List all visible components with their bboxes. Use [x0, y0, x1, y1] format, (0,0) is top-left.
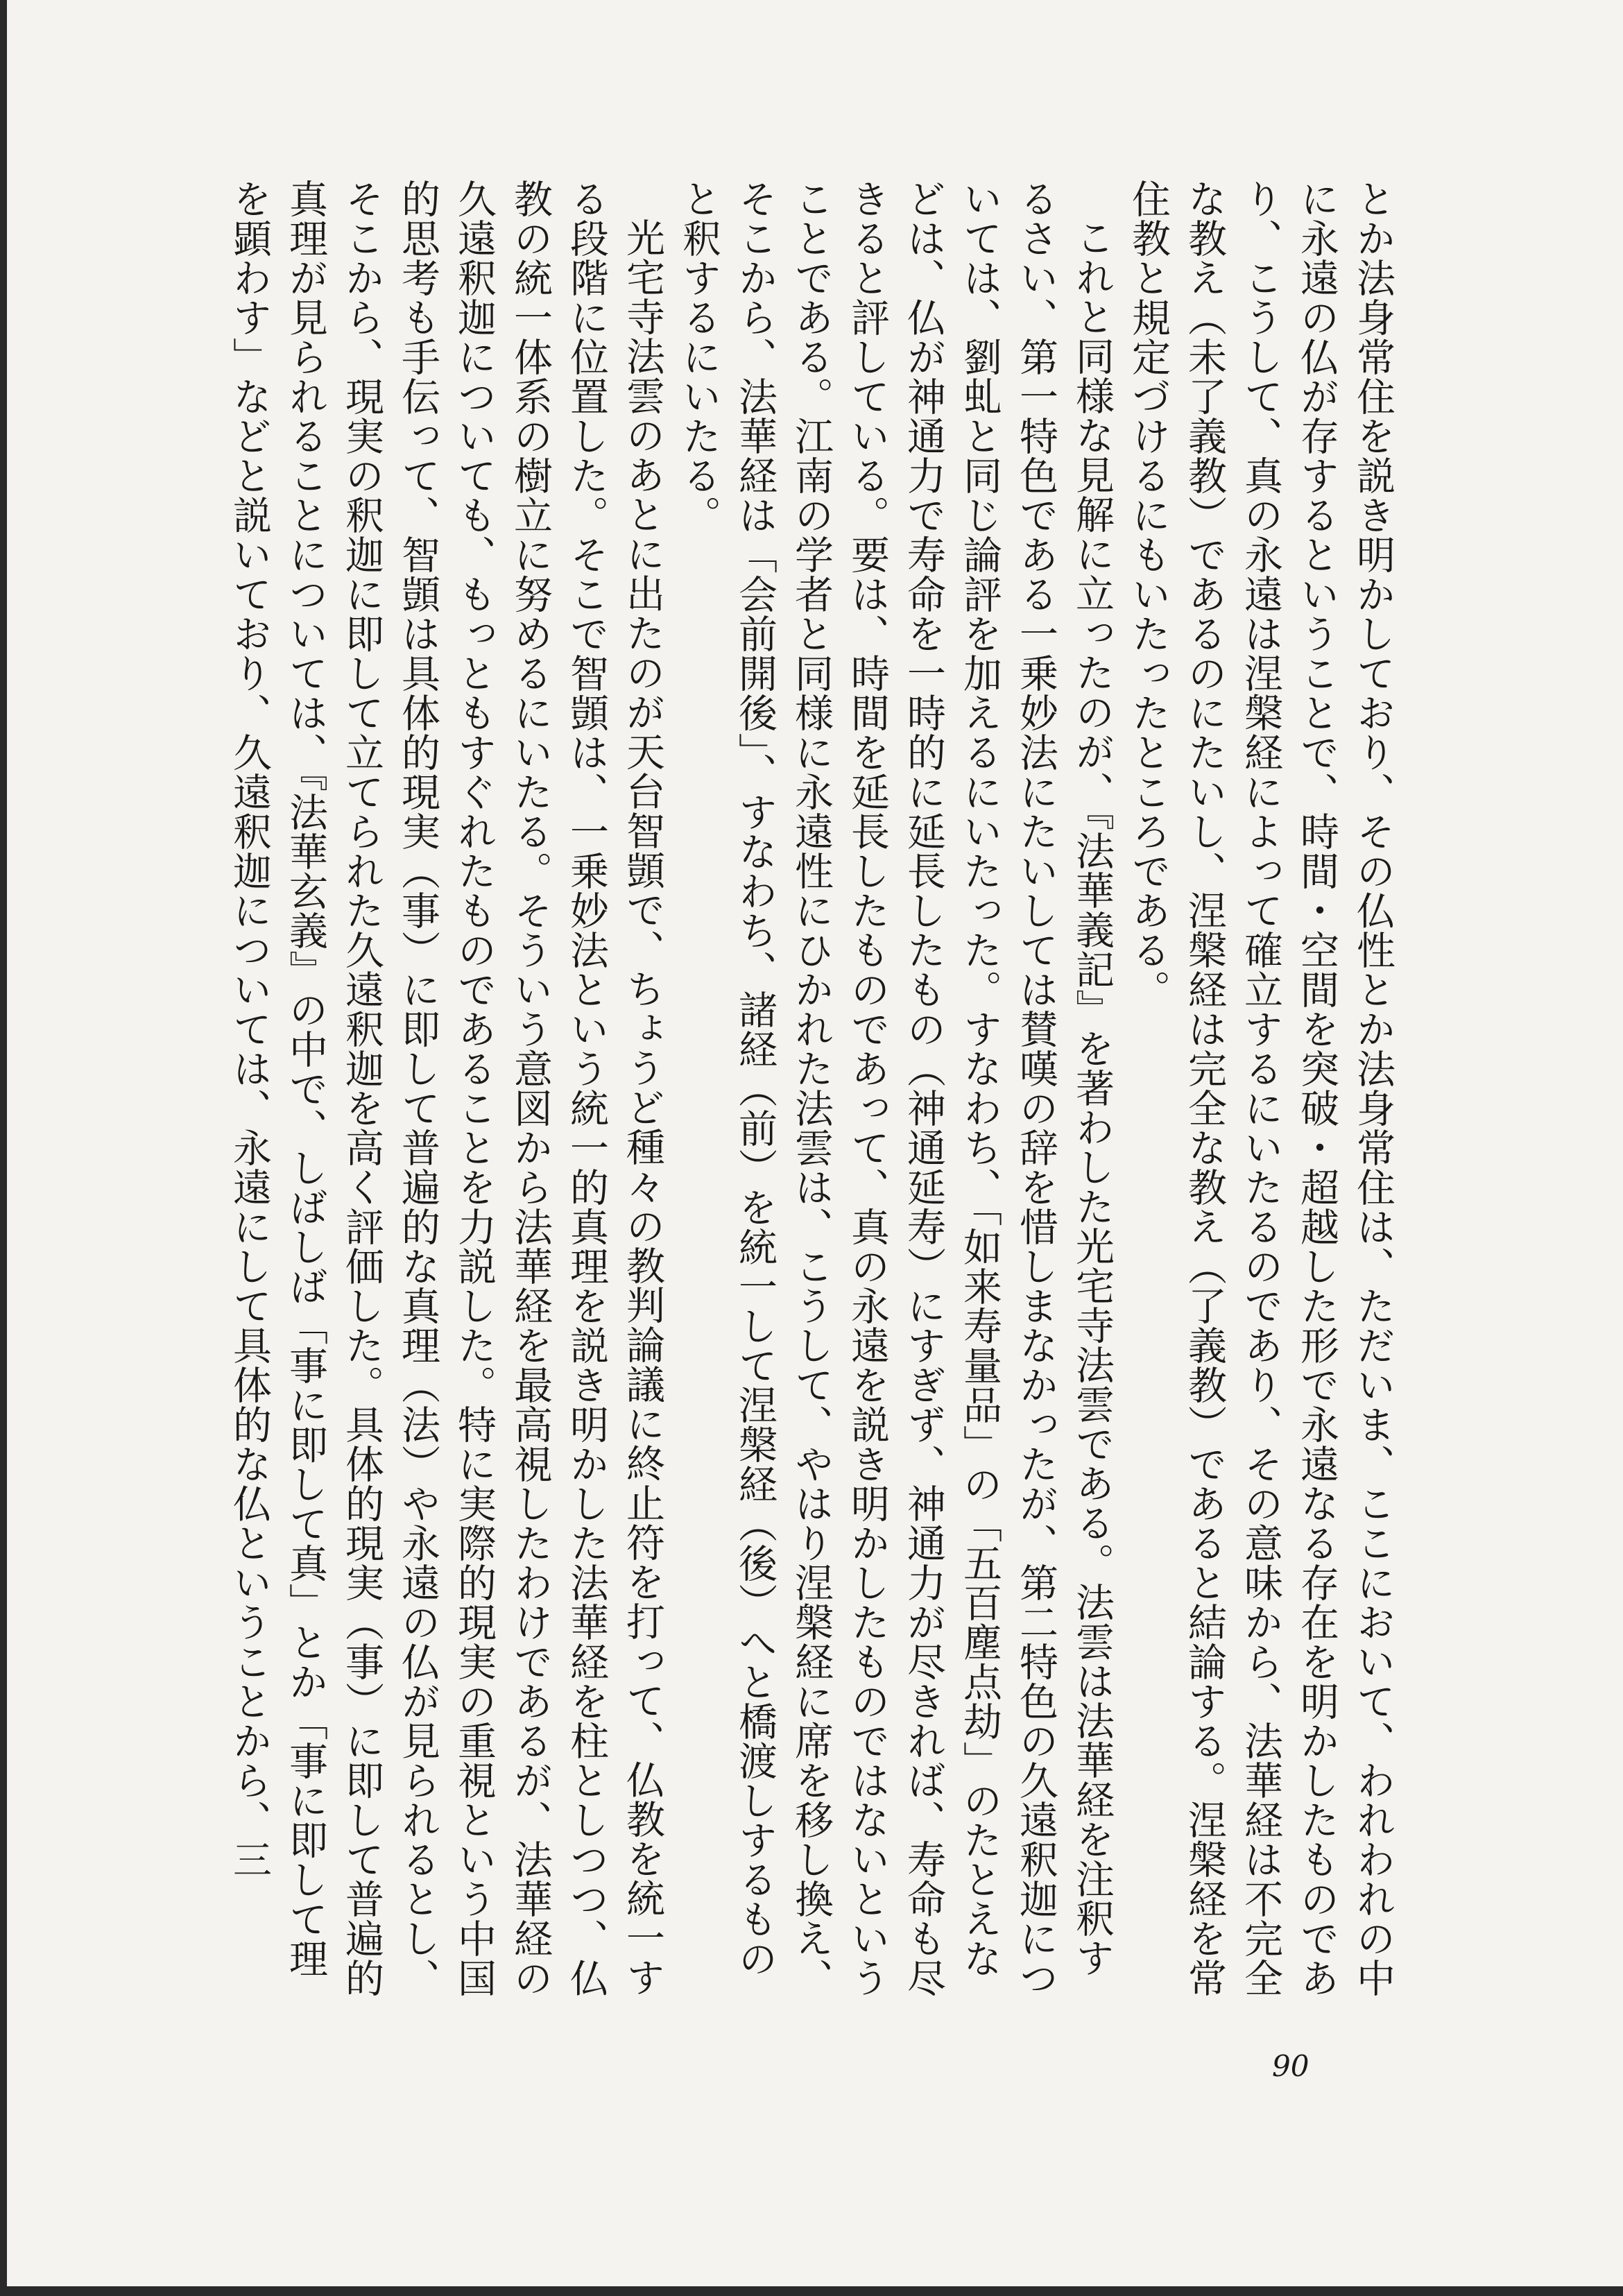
paragraph-3: 光宅寺法雲のあとに出たのが天台智顗で、ちょうど種々の教判論議に終止符を打って、仏教を統一する段階に位置した。そこで智顗は、一乗妙法という統一的真理を説き明かした法華経を柱としつつ、仏教の統一体系の樹立に努めるにいたる。そういう意図から法華経を最高視したわけであるが、法華経の久遠釈迦についても、もっともすぐれたものであることを力説した。特に実際的現実の重視という中国的思考も手伝って、智顗は具体的現実（事）に即して普遍的な真理（法）や永遠の仏が見られるとし、そこから、現実の釈迦に即して立てられた久遠釈迦を高く評価した。具体的現実（事）に即して普遍的真理が見られることについては、『法華玄義』の中で、しばしば「事に即して真」とか「事に即して理を顕わす」などと説いており、久遠釈迦については、永遠にして具体的な仏ということから、三: [227, 179, 665, 1998]
page-bottom-edge: [0, 2286, 1623, 2296]
page-number: 90: [1272, 2049, 1309, 2083]
paragraph-2: これと同様な見解に立ったのが、『法華義記』を著わした光宅寺法雲である。法雲は法華経を注釈するさい、第一特色である一乗妙法にたいしては賛嘆の辞を惜しまなかったが、第二特色の久遠釈迦については、劉虬と同じ論評を加えるにいたった。すなわち、「如来寿量品」の「五百塵点劫」のたとえなどは、仏が神通力で寿命を一時的に延長したもの（神通延寿）にすぎず、神通力が尽きれば、寿命も尽きると評している。要は、時間を延長したものであって、真の永遠を説き明かしたものではないということである。江南の学者と同様に永遠性にひかれた法雲は、こうして、やはり涅槃経に席を移し換え、そこから、法華経は「会前開後」、すなわち、諸経（前）を統一して涅槃経（後）へと橋渡しするものと釈するにいたる。: [676, 179, 1115, 1998]
vertical-text-body: [227, 179, 1401, 2010]
paragraph-1: とか法身常住を説き明かしており、その仏性とか法身常住は、ただいま、ここにおいて、われわれの中に永遠の仏が存するということで、時間・空間を突破・超越した形で永遠なる存在を明かしたものであり、こうして、真の永遠は涅槃経によって確立するにいたるのであり、その意味から、法華経は不完全な教え（未了義教）であるのにたいし、涅槃経は完全な教え（了義教）であると結論する。涅槃経を常住教と規定づけるにもいたったところである。: [1126, 179, 1396, 1998]
page-left-edge: [0, 0, 7, 2296]
